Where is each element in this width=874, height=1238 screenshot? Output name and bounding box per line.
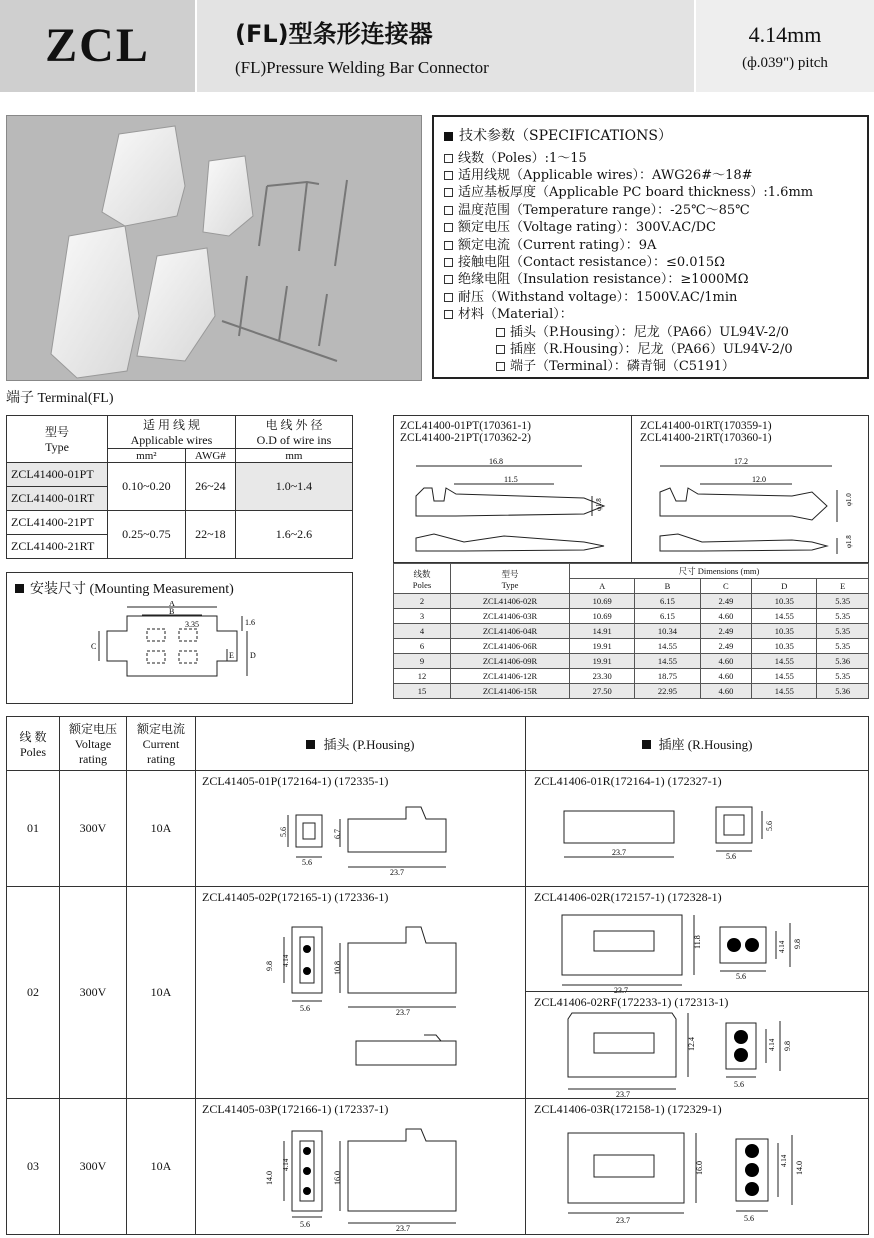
svg-text:φ1.0: φ1.0 [845, 493, 853, 506]
receptacle-model: ZCL41406-01R(172164-1) (172327-1) [534, 774, 722, 788]
receptacle-model: ZCL41406-03R(172158-1) (172329-1) [534, 1102, 722, 1116]
table-header-poles: 线 数 Poles [7, 717, 60, 771]
svg-text:6.7: 6.7 [333, 829, 342, 839]
plug-model: ZCL41405-02P(172165-1) (172336-1) [202, 890, 389, 904]
dim-label-c: C [91, 642, 97, 651]
checkbox-square-icon [444, 241, 453, 250]
spec-material-item: 插头（P.Housing）：尼龙（PA66）UL94V-2/0 [496, 321, 789, 340]
table-header-od: 电 线 外 径 O.D of wire ins [235, 416, 352, 449]
svg-text:5.6: 5.6 [744, 1214, 754, 1223]
plug-cell [196, 1099, 526, 1235]
table-row: 3 ZCL41406-03R 10.69 6.15 4.60 14.55 5.35 [394, 609, 869, 624]
mounting-panel [6, 572, 353, 704]
table-row: ZCL41400-01RT [7, 487, 353, 511]
table-header-receptacle: 插座 (R.Housing) [526, 717, 869, 771]
receptacle-model: ZCL41406-02RF(172233-1) (172313-1) [534, 995, 729, 1009]
header-title-panel [197, 0, 694, 92]
spec-material-item: 插座（R.Housing）：尼龙（PA66）UL94V-2/0 [496, 338, 793, 357]
svg-text:5.6: 5.6 [765, 821, 774, 831]
pitch-value: 4.14mm [748, 22, 822, 47]
spec-item: 适用线规（Applicable wires）：AWG26#～18# [444, 164, 753, 183]
mounting-drawing [87, 601, 267, 701]
terminal-r-drawing [642, 456, 862, 561]
spec-item: 适应基板厚度（Applicable PC board thickness）:1.6mm [444, 181, 813, 200]
mounting-title-row [15, 578, 234, 598]
checkbox-square-icon [444, 171, 453, 180]
spec-item: 额定电流（Current rating）：9A [444, 234, 656, 253]
table-subheader: AWG# [185, 449, 235, 463]
checkbox-square-icon [444, 188, 453, 197]
svg-text:4.14: 4.14 [780, 1154, 788, 1167]
spec-item: 耐压（Withstand voltage）：1500V.AC/1min [444, 286, 737, 305]
table-header-poles: 线数 Poles [394, 564, 451, 594]
checkbox-square-icon [496, 362, 505, 371]
receptacle-02rf-drawing [554, 1009, 834, 1097]
svg-text:23.7: 23.7 [612, 848, 626, 857]
terminal-drawing-right-title: ZCL41400-01RT(170359-1) ZCL41400-21RT(170360-1) [640, 420, 772, 444]
checkbox-square-icon [444, 223, 453, 232]
pitch-inch: (ф.039") pitch [742, 55, 828, 71]
checkbox-square-icon [496, 328, 505, 337]
terminal-drawing-left-title: ZCL41400-01PT(170361-1) ZCL41400-21PT(170362-2) [400, 420, 531, 444]
table-subheader: mm² [108, 449, 186, 463]
spec-item: 绝缘电阻（Insulation resistance）：≥1000MΩ [444, 268, 748, 287]
svg-text:4.14: 4.14 [778, 940, 786, 953]
dim-label-b: B [169, 607, 175, 616]
checkbox-square-icon [496, 345, 505, 354]
svg-text:9.8: 9.8 [783, 1041, 792, 1051]
terminal-table [6, 415, 353, 559]
terminal-p-drawing [404, 456, 624, 561]
receptacle-02-drawing [554, 909, 834, 995]
svg-text:23.7: 23.7 [616, 1090, 630, 1097]
svg-text:14.0: 14.0 [795, 1161, 804, 1175]
table-header-wires: 适 用 线 规 Applicable wires [108, 416, 236, 449]
svg-text:23.7: 23.7 [396, 1008, 410, 1017]
table-row: 2 ZCL41406-02R 10.69 6.15 2.49 10.35 5.35 [394, 594, 869, 609]
spec-item: 材料（Material）： [444, 303, 573, 322]
svg-text:5.6: 5.6 [734, 1080, 744, 1089]
table-row: ZCL41400-21RT [7, 535, 353, 559]
receptacle-cell [526, 1099, 869, 1235]
svg-text:10.8: 10.8 [333, 961, 342, 975]
svg-text:23.7: 23.7 [616, 1216, 630, 1225]
housing-table [6, 716, 869, 1235]
plug-model: ZCL41405-01P(172164-1) (172335-1) [202, 774, 389, 788]
checkbox-square-icon [444, 154, 453, 163]
table-header-plug: 插头 (P.Housing) [196, 717, 526, 771]
plug-model: ZCL41405-03P(172166-1) (172337-1) [202, 1102, 389, 1116]
table-row: 6 ZCL41406-06R 19.91 14.55 2.49 10.35 5.35 [394, 639, 869, 654]
dim-label-e: E [229, 651, 234, 660]
table-row: ZCL41400-01PT 0.10~0.20 26~24 1.0~1.4 [7, 463, 353, 487]
svg-text:14.0: 14.0 [265, 1171, 274, 1185]
checkbox-square-icon [444, 258, 453, 267]
specifications-panel [432, 115, 869, 379]
table-row: 9 ZCL41406-09R 19.91 14.55 4.60 14.55 5.36 [394, 654, 869, 669]
spec-item: 线数（Poles）:1～15 [444, 147, 587, 166]
mounting-title: 安装尺寸 (Mounting Measurement) [30, 582, 234, 597]
plug-03-drawing [256, 1121, 466, 1233]
dimension-table: 线数 Poles 型号 Type 尺寸 Dimensions (mm) A B C D E 2 ZCL41406-02R 10.69 6.15 2.49 10.35 5.35 3 ZCL41406-03R 10.69 6.15 4.60 14.55 5.35 4 ZCL41406-04R 14.91 10.34 2.49 10.35 5.35 6 ZCL41406-06R 19.91 14.55 2.49 10.35 5.35 9 ZCL41406-09R 19.91 14.55 4.60 14.55 5.36 12 ZCL41406-12R 23.30 18.75 4.60 14.55 5.35 15 ZCL41406-15R 27.50 22.95 4.60 14.55 5.36 [393, 563, 869, 699]
divider [526, 991, 868, 992]
title-english: (FL)Pressure Welding Bar Connector [235, 58, 489, 77]
svg-text:9.8: 9.8 [265, 961, 274, 971]
receptacle-cell [526, 771, 869, 887]
table-row: 03 300V 10A ZCL41405-03P(172166-1) (172337-1) 14.0 4.14 5.6 16.0 23.7 ZCL41406-03R(172158-1) (172329-1) 16.0 23.7 4.14 14.0 5.6 [7, 1099, 869, 1235]
table-row: 4 ZCL41406-04R 14.91 10.34 2.49 10.35 5.35 [394, 624, 869, 639]
plug-01-drawing [256, 797, 466, 877]
dim-label-a: A [169, 601, 175, 608]
spec-item: 额定电压（Voltage rating）：300V.AC/DC [444, 216, 716, 235]
table-header-current: 额定电流 Current rating [127, 717, 196, 771]
svg-text:5.6: 5.6 [300, 1220, 310, 1229]
terminal-section-label: 端子 Terminal(FL) [6, 391, 114, 406]
spec-heading-row [444, 125, 672, 145]
svg-text:23.7: 23.7 [396, 1224, 410, 1233]
plug-cell [196, 887, 526, 1099]
svg-text:4.14: 4.14 [768, 1038, 776, 1051]
dim-label-16: 1.6 [245, 618, 255, 627]
divider [631, 416, 632, 562]
table-row: 12 ZCL41406-12R 23.30 18.75 4.60 14.55 5.35 [394, 669, 869, 684]
bullet-square-icon [642, 740, 651, 749]
svg-text:5.6: 5.6 [726, 852, 736, 861]
svg-text:11.8: 11.8 [693, 935, 702, 949]
table-row: ZCL41400-21PT 0.25~0.75 22~18 1.6~2.6 [7, 511, 353, 535]
svg-text:16.0: 16.0 [333, 1171, 342, 1185]
checkbox-square-icon [444, 310, 453, 319]
checkbox-square-icon [444, 275, 453, 284]
checkbox-square-icon [444, 293, 453, 302]
product-photo-illustration [7, 116, 421, 380]
table-header-type: 型号 Type [451, 564, 570, 594]
spec-item: 温度范围（Temperature range）：-25℃～85℃ [444, 199, 750, 218]
checkbox-square-icon [444, 206, 453, 215]
terminal-drawing-panel [393, 415, 869, 563]
title-chinese: (FL)型条形连接器 [235, 20, 433, 48]
bullet-square-icon [306, 740, 315, 749]
svg-text:9.8: 9.8 [793, 939, 802, 949]
svg-text:5.6: 5.6 [279, 827, 288, 837]
receptacle-cell [526, 887, 869, 1099]
table-subheader: mm [235, 449, 352, 463]
table-row: 02 300V 10A ZCL41405-02P(172165-1) (172336-1) 9.8 4.14 5.6 10.8 23.7 ZCL41406-02R(172157-1) (172328-1) 11.8 4.14 9.8 5.6 ZCL41406-02RF(172233-1) (172313-1) 12.4 23.7 4.14 9.8 5.6 [7, 887, 869, 1099]
product-photo [6, 115, 422, 381]
spec-material-item: 端子（Terminal）：磷青铜（C5191） [496, 355, 735, 374]
table-row: 01 300V 10A ZCL41405-01P(172164-1) (172335-1) 5.6 5.6 6.7 23.7 ZCL41406-01R(172164-1) (172327-1) 23.7 5.6 5.6 [7, 771, 869, 887]
header-pitch-panel [696, 0, 874, 92]
spec-heading: 技术参数（SPECIFICATIONS） [459, 128, 672, 144]
svg-text:11.5: 11.5 [504, 475, 518, 484]
table-header-dims: 尺寸 Dimensions (mm) [570, 564, 869, 579]
dim-label-d: D [250, 651, 256, 660]
svg-text:12.0: 12.0 [752, 475, 766, 484]
dim-label-335: 3.35 [185, 620, 199, 629]
plug-02-drawing [256, 913, 466, 1093]
svg-text:16.0: 16.0 [695, 1161, 704, 1175]
receptacle-03-drawing [554, 1121, 844, 1233]
spec-item: 接触电阻（Contact resistance）：≤0.015Ω [444, 251, 725, 270]
svg-text:12.4: 12.4 [687, 1037, 696, 1051]
brand-logo: ZCL [45, 19, 150, 72]
bullet-square-icon [444, 132, 453, 141]
svg-text:5.6: 5.6 [302, 858, 312, 867]
table-row: 15 ZCL41406-15R 27.50 22.95 4.60 14.55 5.36 [394, 684, 869, 699]
svg-text:φ1.8: φ1.8 [845, 535, 853, 548]
svg-text:4.14: 4.14 [282, 954, 290, 967]
bullet-square-icon [15, 584, 24, 593]
receptacle-01-drawing [556, 797, 816, 877]
receptacle-model: ZCL41406-02R(172157-1) (172328-1) [534, 890, 722, 904]
svg-text:5.6: 5.6 [300, 1004, 310, 1013]
svg-text:23.7: 23.7 [390, 868, 404, 877]
table-header-type: 型号 Type [7, 416, 108, 463]
plug-cell [196, 771, 526, 887]
svg-text:5.6: 5.6 [736, 972, 746, 981]
svg-text:φ1.8: φ1.8 [595, 498, 603, 511]
table-header-voltage: 额定电压 Voltage rating [60, 717, 127, 771]
svg-text:4.14: 4.14 [282, 1158, 290, 1171]
svg-text:16.8: 16.8 [489, 457, 503, 466]
svg-text:17.2: 17.2 [734, 457, 748, 466]
